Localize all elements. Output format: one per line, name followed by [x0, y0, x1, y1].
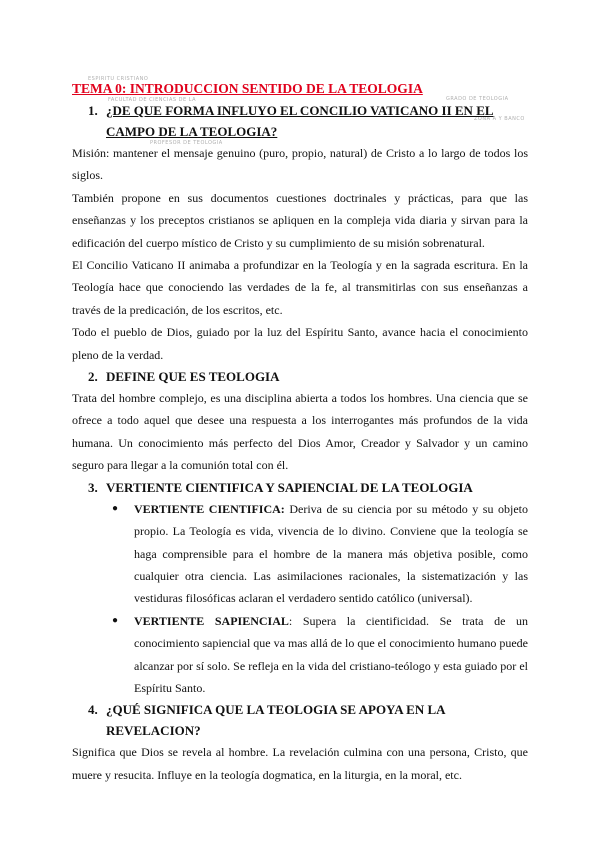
- section-1-title: ¿DE QUE FORMA INFLUYO EL CONCILIO VATICANO II EN EL CAMPO DE LA TEOLOGIA?: [106, 103, 494, 139]
- section-4: [72, 699, 528, 786]
- bullet-label: VERTIENTE SAPIENCIAL: [134, 613, 289, 628]
- section-4-heading: [72, 699, 528, 741]
- faint-watermark-text: GRADO DE TEOLOGIA: [446, 96, 509, 102]
- section-1-paragraph: El Concilio Vaticano II animaba a profundizar en la Teología y en la sagrada escritura. En la Teología hace que conociendo las verdades de la fe, al transmitirlas con sus enseñanzas a través de la predicación, de los escritos, etc.: [72, 258, 528, 317]
- bullet-text: Deriva de su ciencia por su método y su objeto propio. La Teología es vida, vivencia de lo divino. Conviene que la teología se haga comprensible para el hombre de la manera más objetiva posible, como cualquier otra ciencia. Las asimilaciones racionales, la sistematización y las vestiduras filosóficas aclaran el verdadero sentido católico (universal).: [134, 501, 528, 606]
- section-2: [72, 366, 528, 477]
- section-2-paragraph: Trata del hombre complejo, es una disciplina abierta a todos los hombres. Una ciencia que se ofrece a todo aquel que desee una respuesta a los interrogantes más profundos de la vida humana. Un conocimiento más perfecto del Dios Amor, Creador y Salvador y un camino seguro para llegar a la comunión total con él.: [72, 391, 528, 473]
- section-2-number: 2.: [88, 369, 98, 385]
- section-3-heading: [72, 477, 528, 498]
- document-body: [72, 80, 528, 786]
- section-3-title: VERTIENTE CIENTIFICA Y SAPIENCIAL DE LA TEOLOGIA: [106, 479, 473, 495]
- bullet-dot-icon: ●: [112, 614, 119, 626]
- section-1-paragraph: Misión: mantener el mensaje genuino (puro, propio, natural) de Cristo a lo largo de todos los siglos.: [72, 146, 528, 183]
- faint-watermark-text: FACULTAD DE CIENCIAS DE LA: [108, 97, 197, 103]
- section-1-paragraph: También propone en sus documentos cuestiones doctrinales y prácticas, para que las enseñanzas y los preceptos cristianos se apliquen en la compleja vida diaria y sirvan para la edificación del cuerpo místico de Cristo y su cumplimiento de su misión sobrenatural.: [72, 190, 528, 250]
- bullet-text: : Supera la cientificidad. Se trata de un conocimiento sapiencial que va mas allá de lo que el conocimiento humano puede alcanzar por sí solo. Se refleja en la vida del cristiano-teólogo y esta guiado por el Espíritu Santo.: [134, 613, 529, 695]
- section-2-heading: [72, 366, 528, 387]
- section-1-number: 1.: [88, 103, 98, 118]
- faint-watermark-text: ESPIRITU CRISTIANO: [88, 76, 149, 82]
- section-3-bullet-list: [72, 498, 528, 700]
- bullet-item-sapiencial: [112, 610, 529, 700]
- faint-watermark-text: PROFESOR DE TEOLOGIA: [150, 140, 223, 146]
- section-2-title: DEFINE QUE ES TEOLOGIA: [106, 369, 280, 385]
- section-1-paragraph: Todo el pueblo de Dios, guiado por la luz del Espíritu Santo, avance hacia el conocimiento pleno de la verdad.: [72, 325, 528, 362]
- section-3-number: 3.: [88, 479, 98, 495]
- section-4-number: 4.: [88, 702, 98, 718]
- bullet-item-cientifica: [112, 498, 528, 610]
- faint-watermark-text: ZONA A Y BANCO: [474, 116, 525, 122]
- bullet-dot-icon: ●: [112, 502, 119, 514]
- section-1: [72, 100, 528, 366]
- section-4-title: ¿QUÉ SIGNIFICA QUE LA TEOLOGIA SE APOYA EN LA REVELACION?: [106, 702, 445, 739]
- bullet-label: VERTIENTE CIENTIFICA:: [134, 501, 285, 516]
- section-3: [72, 477, 528, 700]
- document-title: TEMA 0: INTRODUCCION SENTIDO DE LA TEOLOGIA: [72, 81, 423, 96]
- section-4-paragraph: Significa que Dios se revela al hombre. La revelación culmina con una persona, Cristo, que muere y resucita. Influye en la teología dogmatica, en la liturgia, en la moral, etc.: [72, 745, 528, 782]
- section-1-heading: [72, 100, 528, 142]
